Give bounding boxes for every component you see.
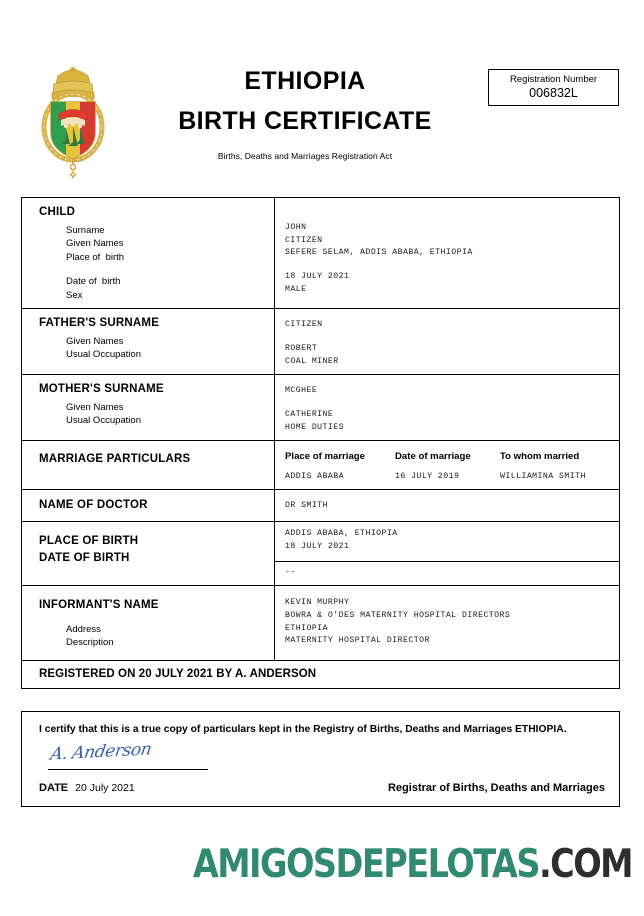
table-row-marriage xyxy=(22,441,619,490)
doctor-section-title: NAME OF DOCTOR xyxy=(39,499,148,512)
registered-statement: REGISTERED ON 20 JULY 2021 BY A. ANDERSON xyxy=(39,667,317,680)
date-of-birth-title: DATE OF BIRTH xyxy=(39,551,130,564)
certificate-header xyxy=(0,58,644,178)
label-marriage-place: Place of marriage xyxy=(285,451,365,463)
label-child-surname: Surname xyxy=(66,224,105,236)
mother-value-cell xyxy=(275,375,619,440)
country-title: ETHIOPIA xyxy=(244,67,366,95)
value-mother-surname: MCGHEE xyxy=(285,386,318,396)
informant-field-labels xyxy=(39,623,274,650)
birth-registration-upper xyxy=(275,522,619,561)
marriage-column-headers xyxy=(285,450,619,463)
value-marriage-to-whom: WILLIAMINA SMITH xyxy=(500,471,586,481)
child-label-cell xyxy=(22,198,275,308)
value-registration-extra: -- xyxy=(285,567,296,577)
value-informant-organisation: BOWRA & O'DES MATERNITY HOSPITAL DIRECTORS xyxy=(285,610,511,620)
label-informant-description: Description xyxy=(66,637,114,649)
value-registration-place: ADDIS ABABA, ETHIOPIA xyxy=(285,529,398,539)
signature-line xyxy=(48,769,208,770)
label-father-given-names: Given Names xyxy=(66,335,124,347)
certification-footer xyxy=(39,782,605,794)
value-doctor-name: DR SMITH xyxy=(285,501,328,511)
registrar-signature: A. Anderson xyxy=(48,739,153,765)
father-label-cell xyxy=(22,309,275,374)
marriage-label-cell xyxy=(22,441,275,489)
child-field-labels xyxy=(39,224,274,302)
value-child-given-names: CITIZEN xyxy=(285,235,323,245)
value-marriage-date: 16 JULY 2019 xyxy=(395,471,460,481)
site-watermark xyxy=(88,842,632,887)
label-father-occupation: Usual Occupation xyxy=(66,349,141,361)
ethiopia-coat-of-arms-icon xyxy=(28,60,118,182)
table-row-mother xyxy=(22,375,619,441)
registration-number-box xyxy=(488,69,619,106)
child-section-title: CHILD xyxy=(39,206,76,218)
mother-field-labels xyxy=(39,401,274,428)
father-section-title: FATHER'S SURNAME xyxy=(39,317,160,330)
certification-statement: I certify that this is a true copy of particulars kept in the Registry of Births, Deaths and Marriages ETHIOPIA. xyxy=(39,724,567,735)
marriage-section-title: MARRIAGE PARTICULARS xyxy=(39,453,191,466)
table-row-informant xyxy=(22,586,619,661)
value-spacer xyxy=(285,398,619,409)
label-spacer xyxy=(66,264,274,275)
informant-value-cell xyxy=(275,586,619,660)
act-reference: Births, Deaths and Marriages Registration Act xyxy=(217,150,393,161)
title-block xyxy=(140,68,470,161)
value-marriage-place: ADDIS ABABA xyxy=(285,471,344,481)
registration-number-label: Registration Number xyxy=(509,74,598,85)
certificate-details-table xyxy=(21,197,620,689)
informant-section-title: INFORMANT'S NAME xyxy=(39,599,159,612)
label-child-given-names: Given Names xyxy=(66,238,124,250)
watermark-tld: .COM xyxy=(538,842,632,887)
place-of-birth-title: PLACE OF BIRTH xyxy=(39,535,139,548)
value-father-surname: CITIZEN xyxy=(285,320,323,330)
value-spacer xyxy=(285,332,619,343)
label-child-date-of-birth: Date of birth xyxy=(66,276,121,288)
registration-number-value: 006832L xyxy=(529,86,578,101)
value-father-given-names: ROBERT xyxy=(285,343,318,353)
document-title: BIRTH CERTIFICATE xyxy=(178,107,432,136)
watermark-site-name: AMIGOSDEPELOTAS xyxy=(192,842,539,887)
father-field-labels xyxy=(39,335,274,362)
label-child-place-of-birth: Place of birth xyxy=(66,251,125,263)
certification-date-group xyxy=(39,782,135,794)
value-mother-occupation: HOME DUTIES xyxy=(285,422,344,432)
child-value-cell xyxy=(275,198,619,308)
father-value-cell xyxy=(275,309,619,374)
value-informant-description: MATERNITY HOSPITAL DIRECTOR xyxy=(285,636,430,646)
value-child-sex: MALE xyxy=(285,284,307,294)
mother-section-title: MOTHER'S SURNAME xyxy=(39,383,164,396)
value-child-surname: JOHN xyxy=(285,223,307,232)
registrar-title: Registrar of Births, Deaths and Marriages xyxy=(387,781,605,794)
label-mother-occupation: Usual Occupation xyxy=(66,415,141,427)
date-value: 20 July 2021 xyxy=(75,781,135,794)
label-marriage-date: Date of marriage xyxy=(395,451,471,463)
birth-registration-label-cell xyxy=(22,522,275,585)
marriage-column-values xyxy=(285,471,619,484)
signature-area xyxy=(39,739,605,778)
date-label: DATE xyxy=(39,781,69,794)
value-registration-date: 18 JULY 2021 xyxy=(285,541,350,551)
table-row-registered xyxy=(22,661,619,688)
value-mother-given-names: CATHERINE xyxy=(285,409,334,419)
marriage-value-cell xyxy=(275,441,619,489)
label-marriage-to-whom: To whom married xyxy=(500,451,580,463)
label-informant-address: Address xyxy=(66,623,101,635)
table-row-father xyxy=(22,309,619,375)
table-row-child xyxy=(22,198,619,309)
value-top-spacer xyxy=(285,204,619,222)
table-row-doctor xyxy=(22,490,619,522)
birth-registration-lower xyxy=(275,562,619,586)
informant-label-cell xyxy=(22,586,275,660)
mother-label-cell xyxy=(22,375,275,440)
certification-box xyxy=(21,711,620,807)
table-row-place-date-of-birth xyxy=(22,522,619,586)
doctor-value-cell xyxy=(275,490,619,521)
value-informant-address: ETHIOPIA xyxy=(285,623,328,633)
label-child-sex: Sex xyxy=(66,289,83,301)
label-mother-given-names: Given Names xyxy=(66,401,124,413)
value-child-date-of-birth: 18 JULY 2021 xyxy=(285,272,350,282)
value-spacer xyxy=(285,260,619,271)
value-informant-name: KEVIN MURPHY xyxy=(285,598,350,608)
doctor-label-cell xyxy=(22,490,275,521)
value-child-place-of-birth: SEFERE SELAM, ADDIS ABABA, ETHIOPIA xyxy=(285,248,473,258)
birth-registration-value-cell xyxy=(275,522,619,585)
value-father-occupation: COAL MINER xyxy=(285,356,339,366)
